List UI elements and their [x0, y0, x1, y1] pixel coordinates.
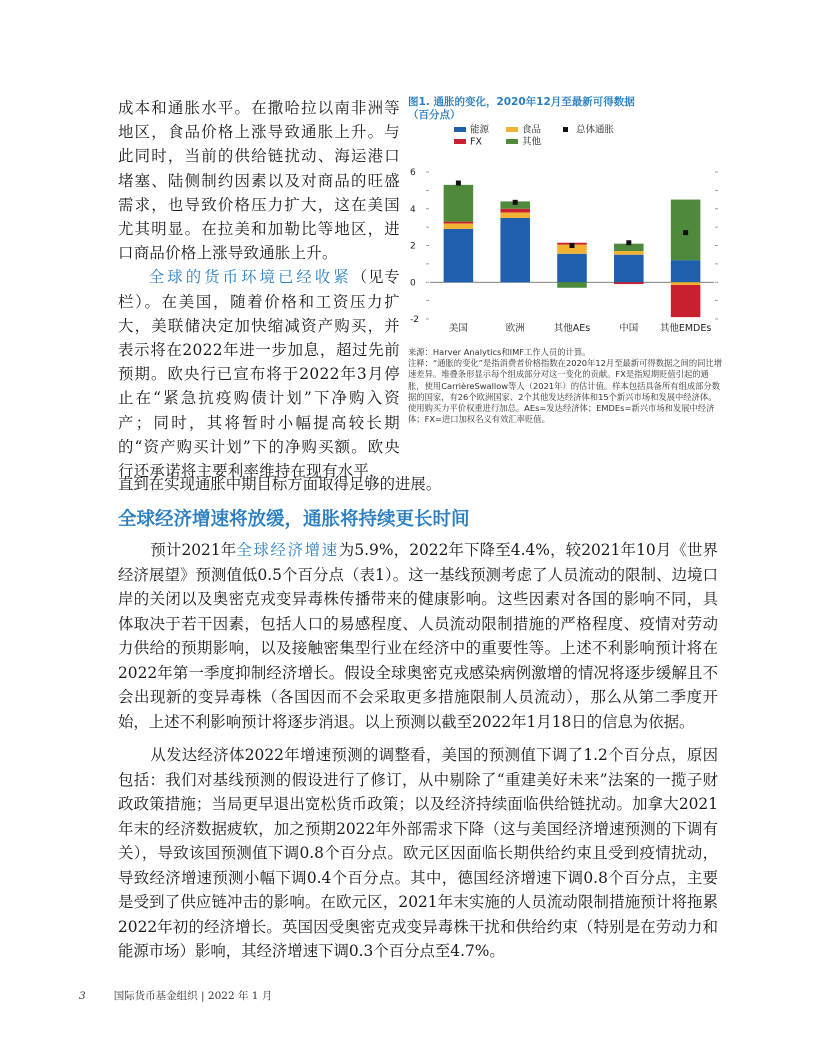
- bar-segment: [614, 282, 644, 284]
- inflation-change-chart: [408, 122, 728, 344]
- left-paragraph-2-text: （见专栏）。在美国，随着价格和工资压力扩大，美联储决定加快缩减资产购买，并表示将在2022年进一步加息，超过先前预期。欧央行已宣布将于2022年3月停止在“紧急抗疫购债计划”下净购入资产；同时，其将暂时小幅提高较长期的“资产购买计划”下的净购买额。欧央行还承诺将主要利率维持在现有水平，: [118, 268, 400, 481]
- figure-source: 来源：Harver Analytics和IMF工作人员的计算。: [408, 347, 591, 357]
- bar-segment: [444, 185, 474, 222]
- x-tick-label: 美国: [448, 323, 468, 334]
- figure-notes: [408, 347, 724, 425]
- x-tick-label: 中国: [619, 323, 639, 334]
- body-paragraph-1-text: 为5.9%，2022年下降至4.4%，较2021年10月《世界经济展望》预测值低0.5个百分点（表1）。这一基线预测考虑了人员流动的限制、边境口岸的关闭以及奥密克戎变异毒株传播带来的健康影响。这些因素对各国的影响不同，具体取决于若干因素，包括人口的易感程度、人员流动限制措施的严格程度、疫情对劳动力供给的预期影响，以及接触密集型行业在经济中的重要性等。上述不利影响预计将在2022年第一季度抑制经济增长。假设全球奥密克戎感染病例激增的情况将逐步缓解且不会出现新的变异毒株（各国因而不会采取更多措施限制人员流动），那么从第二季度开始，上述不利影响预计将逐步消退。以上预测以截至2022年1月18日的信息为依据。: [118, 541, 718, 731]
- bar-segment: [671, 260, 701, 282]
- monetary-conditions-link[interactable]: 全球的货币环境已经收紧: [148, 268, 352, 287]
- footer-text: 国际货币基金组织 | 2022 年 1 月: [113, 990, 273, 1002]
- page-footer: [79, 988, 272, 1003]
- legend-label-energy: 能源: [470, 124, 490, 136]
- bar-segment: [614, 255, 644, 283]
- legend-label-other: 其他: [522, 136, 542, 148]
- y-tick-label: 2: [410, 241, 416, 252]
- figure-1: [408, 96, 728, 348]
- bar-segment: [671, 285, 701, 317]
- section-title: 全球经济增速将放缓，通胀将持续更长时间: [118, 509, 470, 530]
- body-paragraph-1-lead: 预计2021年: [150, 541, 237, 559]
- legend-marker-headline: [563, 127, 568, 132]
- headline-marker: [683, 230, 688, 235]
- bar-segment: [500, 218, 530, 282]
- x-tick-label: 其他AEs: [553, 323, 591, 334]
- figure-title: 图1. 通胀的变化，2020年12月至最新可得数据: [408, 96, 635, 108]
- legend-swatch-other: [506, 139, 518, 144]
- bar-segment: [500, 212, 530, 218]
- left-paragraph-1: 成本和通胀水平。在撒哈拉以南非洲等地区，食品价格上涨导致通胀上升。与此同时，当前的供给链扰动、海运港口堵塞、陆侧制约因素以及对商品的旺盛需求，也导致价格压力扩大，这在美国尤其明显。在拉美和加勒比等地区，进口商品价格上涨导致通胀上升。: [118, 99, 400, 263]
- bar-segment: [614, 251, 644, 255]
- paragraph-continuation: 直到在实现通胀中期目标方面取得足够的进展。: [118, 475, 442, 493]
- y-tick-label: 0: [410, 278, 416, 289]
- legend-label-headline: 总体通胀: [576, 124, 615, 136]
- body-text: [118, 538, 718, 973]
- headline-marker: [456, 181, 461, 186]
- global-growth-link[interactable]: 全球经济增速: [236, 541, 339, 559]
- y-tick-label: 4: [410, 204, 416, 215]
- left-column: [118, 96, 400, 483]
- headline-marker: [626, 240, 631, 245]
- bar-segment: [671, 200, 701, 261]
- figure-note: 注释：“通胀的变化”是指消费者价格指数在2020年12月至最新可得数据之间的同比增速差异。堆叠条形显示每个组成部分对这一变化的贡献。FX是指短期贬值引起的通胀，使用CarrièreSwallow等人（2021年）的估计值。样本包括具备所有组成部分数据的国家，有26个欧洲国家、2个其他发达经济体和15个新兴市场和发展中经济体。使用购买力平价权重进行加总。AEs=发达经济体；EMDEs=新兴市场和发展中经济体；FX=进口加权名义有效汇率贬值。: [408, 358, 723, 425]
- headline-marker: [513, 200, 518, 205]
- legend-label-food: 食品: [522, 124, 542, 136]
- x-tick-label: 欧洲: [505, 323, 525, 334]
- page-number: 3: [79, 990, 86, 1002]
- body-paragraph-1: [118, 538, 718, 734]
- figure-unit: （百分点）: [408, 109, 461, 121]
- headline-marker: [570, 243, 575, 248]
- bar-segment: [444, 222, 474, 224]
- left-paragraph-2: [118, 265, 400, 483]
- bar-segment: [444, 223, 474, 229]
- x-tick-label: 其他EMDEs: [659, 323, 712, 334]
- body-paragraph-2: 从发达经济体2022年增速预测的调整看，美国的预测值下调了1.2个百分点，原因包括：我们对基线预测的假设进行了修订，从中剔除了“重建美好未来”法案的一揽子财政政策措施；当局更早退出宽松货币政策；以及经济持续面临供给链扰动。加拿大2021年末的经济数据疲软，加之预期2022年外部需求下降（这与美国经济增速预测的下调有关），导致该国预测值下调0.8个百分点。欧元区因面临长期供给约束且受到疫情扰动，导致经济增速预测小幅下调0.4个百分点。其中，德国经济增速下调0.8个百分点，主要是受到了供应链冲击的影响。在欧元区，2021年末实施的人员流动限制措施预计将拖累2022年初的经济增长。英国因受奥密克戎变异毒株干扰和供给约束（特别是在劳动力和能源市场）影响，其经济增速下调0.3个百分点至4.7%。: [118, 746, 718, 960]
- legend-swatch-food: [506, 127, 518, 132]
- bar-segment: [500, 209, 530, 213]
- bar-segment: [557, 254, 587, 282]
- bar-segment: [444, 229, 474, 282]
- legend-swatch-fx: [454, 139, 466, 144]
- y-tick-label: -2: [410, 315, 419, 325]
- legend-swatch-energy: [454, 127, 466, 132]
- bar-segment: [557, 282, 587, 288]
- y-tick-label: 6: [410, 168, 416, 178]
- legend-label-fx: FX: [470, 136, 482, 148]
- bar-segment: [671, 282, 701, 285]
